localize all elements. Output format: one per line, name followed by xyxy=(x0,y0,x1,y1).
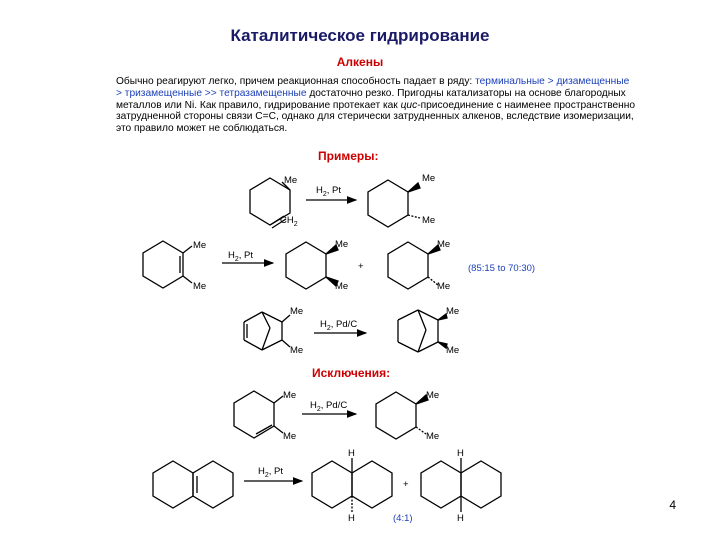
ex1-prod-me-bottom: Me xyxy=(422,215,436,226)
exc2-plus: + xyxy=(403,479,409,490)
exc2-ratio: (4:1) xyxy=(393,513,413,524)
exc1-me-top: Me xyxy=(283,390,297,401)
exc2-trans-h-top: H xyxy=(348,448,355,459)
ex2-reagent: $H_2$, Pt xyxy=(228,250,254,263)
ex2-trans-me-bottom: Me xyxy=(437,281,451,292)
exc1-prod-me-bottom: Me xyxy=(426,431,440,442)
example1-product xyxy=(368,180,420,227)
exc2-cis-h-bottom: H xyxy=(457,513,464,524)
examples-heading: Примеры: xyxy=(318,149,379,163)
page-number: 4 xyxy=(669,498,676,512)
ex2-cis-me-top: Me xyxy=(335,239,349,250)
exception2-product-trans xyxy=(312,458,392,512)
ex3-prod-me-top: Me xyxy=(446,306,460,317)
exc2-cis-h-top: H xyxy=(457,448,464,459)
ex2-me-bottom: Me xyxy=(193,281,207,292)
example2-product-trans xyxy=(388,242,440,289)
slide-title: Каталитическое гидрирование xyxy=(230,26,490,45)
exc2-reagent: $H_2$, Pt xyxy=(258,466,284,479)
ex1-me-label: Me xyxy=(284,175,298,186)
exception2-product-cis xyxy=(421,458,501,512)
exc1-reagent: $H_2$, Pd/C xyxy=(310,400,348,413)
ex2-cis-me-bottom: Me xyxy=(335,281,349,292)
exc1-prod-me-top: Me xyxy=(426,390,440,401)
exc2-trans-h-bottom: H xyxy=(348,513,355,524)
example2-reactant xyxy=(143,241,192,288)
slide-subtitle: Алкены xyxy=(336,55,384,69)
exc1-me-bottom: Me xyxy=(283,431,297,442)
cis-term: цис xyxy=(400,99,418,111)
example3-product xyxy=(398,310,447,352)
ex1-reagent: $H_2$, Pt xyxy=(316,185,342,198)
ex3-me-top: Me xyxy=(290,306,304,317)
ex2-ratio: (85:15 to 70:30) xyxy=(468,263,536,274)
exception1-product xyxy=(376,392,428,439)
ex3-me-bottom: Me xyxy=(290,345,304,356)
ex2-trans-me-top: Me xyxy=(437,239,451,250)
ex2-plus: + xyxy=(358,261,364,272)
ex3-prod-me-bottom: Me xyxy=(446,345,460,356)
ex3-reagent: $H_2$, Pd/C xyxy=(320,319,358,332)
example2-product-cis xyxy=(286,242,338,289)
exceptions-heading: Исключения: xyxy=(312,366,391,380)
para-text-3: достаточно резко. Пригодны катализаторы на основе благородных металлов или Ni. Как правило, гидрирование протекает как xyxy=(116,87,626,111)
reactivity-series: терминальные > дизамещенные > тризамещенные >> тетразамещенные xyxy=(116,76,630,99)
ex1-ch2-label: $CH_2$ xyxy=(280,215,298,228)
ex1-prod-me-top: Me xyxy=(422,173,436,184)
exception2-reactant xyxy=(153,461,233,508)
example3-reactant xyxy=(244,312,290,350)
ex2-me-top: Me xyxy=(193,240,207,251)
exception1-reactant xyxy=(234,391,283,438)
para-text-1: Обычно реагируют легко, причем реакционная способность падает в ряду: xyxy=(116,76,476,87)
para-text-5: -присоединение с наименее пространственно затрудненной стороны связи С=С, однако для стерически затрудненных алкенов, вследствие изомеризации, это правило может не соблюдаться. xyxy=(116,99,636,135)
